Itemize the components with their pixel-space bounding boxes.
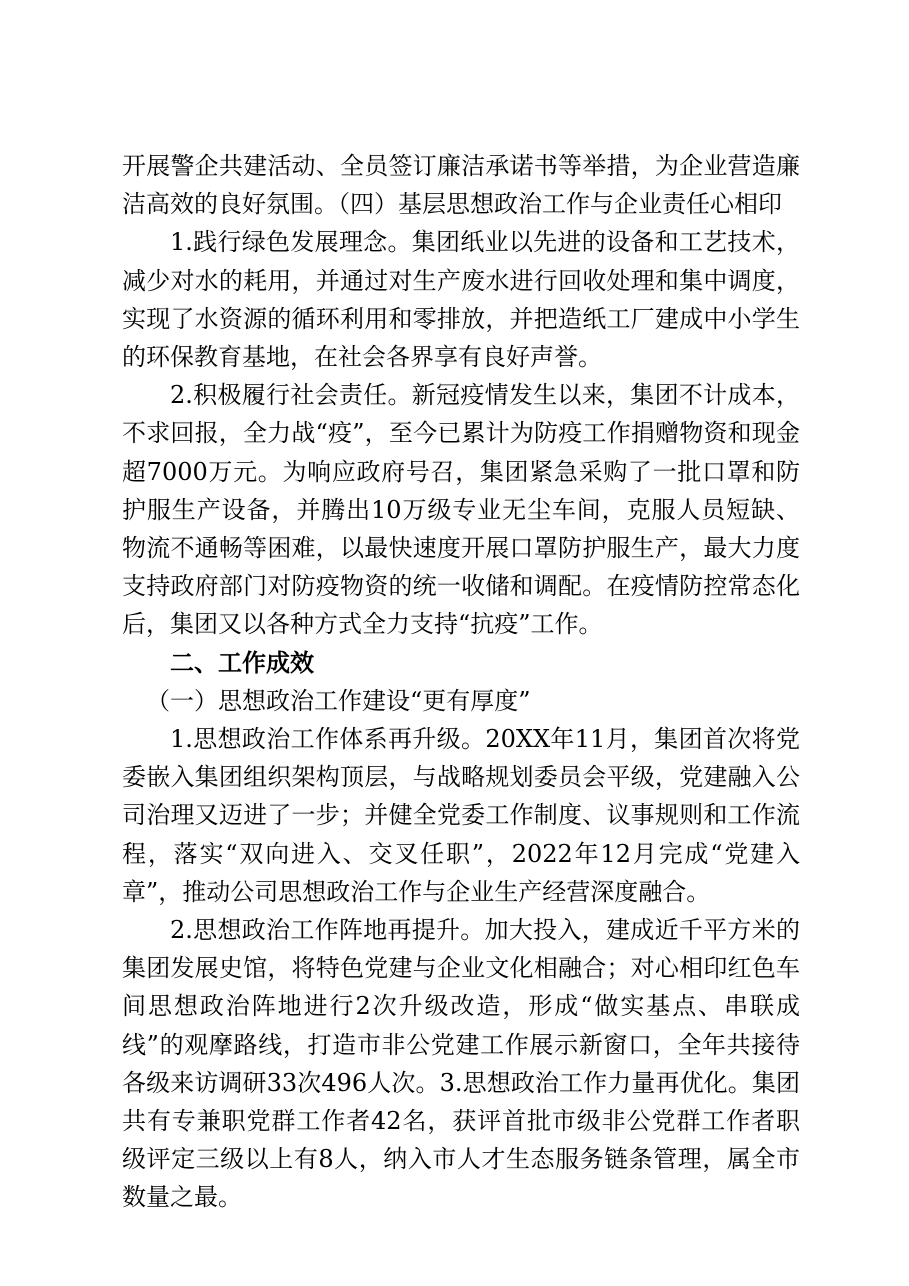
paragraph-base-upgrade: 2.思想政治工作阵地再提升。加大投入，建成近千平方米的集团发展史馆，将特色党建与企业文化相融合；对心相印红色车间思想政治阵地进行2次升级改造，形成“做实基点、串联成线”的观摩路线，打造市非公党建工作展示新窗口，全年共接待各级来访调研33次496人次。3.思想政治工作力量再优化。集团共有专兼职党群工作者42名，获评首批市级非公党群工作者职级评定三级以上有8人，纳入市人才生态服务链条管理，属全市数量之最。 — [122, 916, 800, 1212]
section-heading-results: 二、工作成效 — [170, 647, 314, 677]
document-body — [122, 147, 800, 1217]
paragraph-continuation: 开展警企共建活动、全员签订廉洁承诺书等举措，为企业营造廉洁高效的良好氛围。（四）基层思想政治工作与企业责任心相印 — [122, 152, 800, 219]
paragraph-social-responsibility: 2.积极履行社会责任。新冠疫情发生以来，集团不计成本，不求回报，全力战“疫”，至今已累计为防疫工作捐赠物资和现金超7000万元。为响应政府号召，集团紧急采购了一批口罩和防护服生产设备，并腾出10万级专业无尘车间，克服人员短缺、物流不通畅等困难，以最快速度开展口罩防护服生产，最大力度支持政府部门对防疫物资的统一收储和调配。在疫情防控常态化后，集团又以各种方式全力支持“抗疫”工作。 — [122, 381, 800, 639]
paragraph-green-development: 1.践行绿色发展理念。集团纸业以先进的设备和工艺技术，减少对水的耗用，并通过对生产废水进行回收处理和集中调度，实现了水资源的循环利用和零排放，并把造纸工厂建成中小学生的环保教育基地，在社会各界享有良好声誉。 — [122, 228, 800, 372]
subsection-heading-ideology: （一）思想政治工作建设“更有厚度” — [146, 686, 531, 715]
paragraph-system-upgrade: 1.思想政治工作体系再升级。20XX年11月，集团首次将党委嵌入集团组织架构顶层，与战略规划委员会平级，党建融入公司治理又迈进了一步；并健全党委工作制度、议事规则和工作流程，落实“双向进入、交叉任职”，2022年12月完成“党建入章”，推动公司思想政治工作与企业生产经营深度融合。 — [122, 725, 800, 906]
